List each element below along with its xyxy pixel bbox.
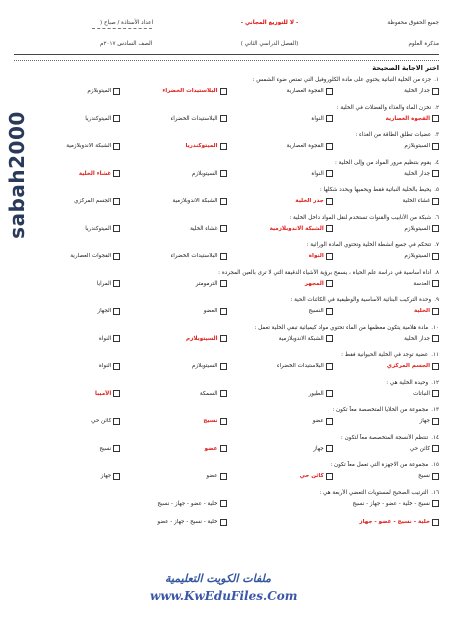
checkbox-icon[interactable]: [432, 225, 439, 232]
option[interactable]: [14, 253, 120, 260]
option-text: خلية - عضو - جهاز - نسيج: [157, 500, 218, 507]
question-text: الترتيب الصحيح لمستويات التعضي الأربعة هي :: [319, 489, 429, 496]
option[interactable]: [14, 335, 120, 342]
options-row: [14, 388, 439, 400]
option-text: الخلية: [413, 308, 430, 314]
question-text: مجموعة من الخلايا المتخصصة معاً تكون :: [332, 407, 429, 413]
option[interactable]: [333, 198, 439, 205]
option[interactable]: [14, 363, 120, 370]
checkbox-icon[interactable]: [113, 473, 120, 480]
checkbox-icon[interactable]: [326, 280, 333, 287]
question-text: يحيط بالخلية النباتية فقط ويحميها ويحدد شكلها :: [319, 187, 432, 193]
checkbox-icon[interactable]: [432, 170, 439, 177]
question-text-row: [14, 351, 439, 360]
option-text: السيتوبلازم: [186, 335, 218, 342]
option[interactable]: [227, 500, 440, 507]
question-text-row: [14, 241, 439, 250]
question-item: [14, 76, 439, 104]
question-text-row: [14, 379, 439, 388]
option[interactable]: [227, 363, 333, 370]
option-text: جدار الخلية: [404, 170, 430, 177]
option-text: نسيج: [99, 445, 112, 452]
options-row: [14, 113, 439, 125]
option-text: الفجوات العصارية: [70, 253, 112, 259]
option[interactable]: [120, 253, 226, 260]
question-text-row: [14, 324, 439, 333]
option[interactable]: [227, 335, 333, 342]
header-dashed-line: [92, 28, 152, 29]
question-item: [14, 351, 439, 379]
option-text: عضو: [204, 445, 218, 452]
option-text: النسيج: [308, 308, 324, 314]
question-text-row: [14, 186, 439, 195]
option-text: جدار الخلية: [404, 88, 430, 94]
question-text: شبكة من الأنابيب والقنوات تستخدم لنقل المواد داخل الخلية :: [289, 214, 432, 221]
option[interactable]: [333, 280, 439, 287]
checkbox-icon[interactable]: [220, 445, 227, 452]
options-row: [14, 470, 439, 482]
checkbox-icon[interactable]: [326, 418, 333, 425]
checkbox-icon[interactable]: [220, 308, 227, 315]
options-row: [14, 498, 439, 510]
checkbox-icon[interactable]: [432, 143, 439, 150]
question-number: ١١.: [431, 352, 439, 358]
question-number: ٣.: [434, 132, 439, 138]
checkbox-icon[interactable]: [113, 253, 120, 260]
checkbox-icon[interactable]: [113, 308, 120, 315]
question-text: تنتظم الأنسجة المتخصصة معاً لتكون :: [340, 434, 429, 441]
option[interactable]: [14, 418, 120, 425]
option[interactable]: [227, 390, 333, 397]
checkbox-icon[interactable]: [220, 115, 227, 122]
option[interactable]: [14, 88, 120, 95]
question-text-row: [14, 131, 439, 140]
checkbox-icon[interactable]: [326, 198, 333, 205]
options-row: [14, 333, 439, 345]
header-dotted-divider: [14, 60, 439, 61]
option[interactable]: [227, 143, 333, 150]
question-item: [14, 324, 439, 352]
option-text: البلاستيدات الخضراء: [162, 88, 218, 94]
header-top-row: [100, 20, 439, 26]
checkbox-icon[interactable]: [326, 335, 333, 342]
option[interactable]: [333, 88, 439, 95]
question-number: ١٦.: [431, 489, 439, 496]
checkbox-icon[interactable]: [220, 198, 227, 205]
checkbox-icon[interactable]: [113, 88, 120, 95]
option[interactable]: [120, 280, 226, 287]
option[interactable]: [333, 473, 439, 480]
footer-url[interactable]: www.KwEduFiles.Com: [150, 589, 298, 603]
question-number: ١٥.: [431, 462, 439, 468]
option[interactable]: [120, 473, 226, 480]
question-item: [14, 489, 439, 517]
header-prepared-by: اعداد الأستاذة / صباح (: [100, 20, 154, 26]
option-text: البلاستيدات الخضراء: [276, 363, 324, 369]
option-text: الميتوكندريا: [85, 225, 112, 232]
option[interactable]: [227, 445, 333, 452]
option-text: جدر الخلية: [295, 198, 324, 204]
question-item: [14, 406, 439, 434]
option[interactable]: [333, 143, 439, 150]
option-text: العدسة: [413, 280, 430, 287]
question-number: ١.: [434, 77, 439, 83]
question-item: [14, 186, 439, 214]
checkbox-icon[interactable]: [432, 198, 439, 205]
checkbox-icon[interactable]: [432, 253, 439, 260]
option[interactable]: [120, 225, 226, 232]
option-correct[interactable]: [120, 335, 226, 342]
checkbox-icon[interactable]: [113, 198, 120, 205]
option-text: الفجوة العصارية: [286, 143, 324, 149]
checkbox-icon[interactable]: [432, 335, 439, 342]
checkbox-icon[interactable]: [326, 88, 333, 95]
option[interactable]: [14, 198, 120, 205]
option[interactable]: [14, 519, 227, 526]
option-text: الشبكة الاندوبلازمية: [278, 335, 324, 342]
checkbox-icon[interactable]: [220, 363, 227, 370]
checkbox-icon[interactable]: [113, 363, 120, 370]
checkbox-icon[interactable]: [432, 88, 439, 95]
question-text: عضيات تطلق الطاقة من الغذاء :: [355, 132, 432, 138]
options-row: [14, 415, 439, 427]
option[interactable]: [120, 308, 226, 315]
option-text: السيتوبلازم: [404, 253, 430, 259]
option[interactable]: [227, 308, 333, 315]
section-title: اختر الاجابة الصحيحة: [372, 64, 439, 72]
option-text: خلية - نسيج - عضو - جهاز: [359, 519, 430, 525]
checkbox-icon[interactable]: [220, 335, 227, 342]
checkbox-icon[interactable]: [113, 143, 120, 150]
header-divider: [14, 54, 439, 55]
option[interactable]: [333, 225, 439, 232]
checkbox-icon[interactable]: [432, 363, 439, 370]
option[interactable]: [14, 115, 120, 122]
checkbox-icon[interactable]: [432, 390, 439, 397]
question-text: وحيدة الخلية هي :: [386, 379, 429, 386]
checkbox-icon[interactable]: [432, 115, 439, 122]
option[interactable]: [227, 170, 333, 177]
question-text-row: [14, 214, 439, 223]
options-row: [14, 140, 439, 152]
question-number: ٥.: [434, 187, 439, 193]
options-row: [14, 223, 439, 235]
question-text: تتحكم في جميع أنشطة الخلية وتحتوي المادة الوراثية :: [306, 242, 432, 248]
question-item: [14, 379, 439, 407]
option[interactable]: [120, 115, 226, 122]
checkbox-icon[interactable]: [326, 363, 333, 370]
question-number: ٨.: [434, 269, 439, 276]
checkbox-icon[interactable]: [220, 253, 227, 260]
option-text: السيتوبلازم: [191, 363, 218, 369]
question-number: ١٤.: [431, 434, 439, 441]
checkbox-icon[interactable]: [113, 445, 120, 452]
option-text: كائن حي: [409, 445, 430, 452]
question-number: ١٢.: [431, 379, 439, 386]
footer-site-name: ملفات الكويت التعليمية: [165, 572, 272, 585]
options-row: [14, 168, 439, 180]
option-text: الشبكة الاندوبلازمية: [269, 225, 324, 232]
checkbox-icon[interactable]: [113, 390, 120, 397]
option-correct[interactable]: [120, 418, 226, 425]
checkbox-icon[interactable]: [326, 143, 333, 150]
option-text: النواة: [311, 170, 324, 177]
question-text-row: [14, 104, 439, 113]
option-correct[interactable]: [227, 253, 333, 260]
option-text: العضو: [203, 308, 218, 314]
option-text: الجسم المركزي: [386, 363, 430, 369]
option-correct[interactable]: [120, 88, 226, 95]
option-text: الميتوبلازم: [87, 88, 112, 94]
option[interactable]: [14, 473, 120, 480]
option-text: النواة: [98, 335, 112, 342]
checkbox-icon[interactable]: [220, 225, 227, 232]
checkbox-icon[interactable]: [220, 519, 227, 526]
option-text: نسيج - خلية - عضو - جهاز - نسيج: [352, 500, 430, 507]
option-text: الجهاز: [97, 308, 112, 314]
options-row: [14, 443, 439, 455]
question-text-row: [14, 489, 439, 498]
option-correct[interactable]: [227, 225, 333, 232]
option-correct[interactable]: [227, 519, 440, 526]
question-text: وحدة التركيب البنائية الأساسية والوظيفية في الكائنات الحية :: [290, 297, 432, 303]
question-text: تخزن الماء والغذاء والفضلات في الخلية :: [336, 104, 432, 111]
option-text: الميتوكندريا: [85, 115, 112, 122]
checkbox-icon[interactable]: [113, 335, 120, 342]
option-text: الطيور: [308, 390, 324, 397]
question-text: مادة هلامية يتكون معظمها من الماء تحتوي مواد كيميائية تبقي الخلية تعمل :: [254, 324, 429, 331]
checkbox-icon[interactable]: [432, 519, 439, 526]
question-text-row: [14, 159, 439, 168]
checkbox-icon[interactable]: [432, 308, 439, 315]
option-text: جهاز: [100, 473, 112, 479]
option[interactable]: [227, 88, 333, 95]
option-text: نسيج: [418, 473, 430, 479]
question-text-row: [14, 406, 439, 415]
header-term: (الفصل الدراسي الثاني ): [240, 41, 299, 47]
question-text: عضية توجد في الخلية الحيوانية فقط :: [341, 352, 429, 358]
option-text: جهاز: [419, 418, 430, 424]
option-text: الأميبا: [95, 390, 112, 397]
option-correct[interactable]: [14, 170, 120, 177]
question-text: مجموعة من الاجهزة التي تعمل معاً تكون :: [330, 462, 429, 468]
checkbox-icon[interactable]: [113, 170, 120, 177]
options-row: [14, 360, 439, 372]
checkbox-icon[interactable]: [220, 390, 227, 397]
option-text: السيتوبلازم: [191, 170, 218, 177]
option-text: النباتات: [413, 390, 430, 397]
question-item: [14, 241, 439, 269]
option-text: السمكة: [199, 390, 218, 397]
question-item: [14, 434, 439, 462]
checkbox-icon[interactable]: [220, 170, 227, 177]
header-rights: جميع الحقوق محفوظة: [387, 20, 439, 26]
option[interactable]: [333, 335, 439, 342]
option-correct[interactable]: [227, 280, 333, 287]
checkbox-icon[interactable]: [432, 500, 439, 507]
option-text: كائن حي: [91, 418, 112, 424]
question-number: ١٠.: [431, 324, 439, 331]
question-item: [14, 214, 439, 242]
question-item: [14, 269, 439, 297]
question-text: جزء من الخلية النباتية يحتوي على مادة الكلوروفيل التي تمتص ضوء الشمس :: [252, 77, 432, 83]
checkbox-icon[interactable]: [432, 445, 439, 452]
option-correct[interactable]: [14, 390, 120, 397]
options-row: [14, 305, 439, 317]
question-number: ٩.: [434, 297, 439, 303]
checkbox-icon[interactable]: [326, 115, 333, 122]
option-text: الترمومتر: [195, 280, 218, 287]
checkbox-icon[interactable]: [113, 280, 120, 287]
question-item: [14, 516, 439, 530]
checkbox-icon[interactable]: [326, 253, 333, 260]
option-text: النواة: [308, 253, 324, 259]
watermark: [6, 90, 28, 260]
option-text: المجهر: [304, 280, 324, 287]
option-correct[interactable]: [333, 115, 439, 122]
option[interactable]: [14, 308, 120, 315]
option[interactable]: [227, 115, 333, 122]
question-number: ٧.: [434, 242, 439, 248]
header-bottom-row: [100, 41, 439, 47]
options-row: [14, 250, 439, 262]
option-text: السيتوبلازم: [404, 225, 430, 232]
option-text: غشاء الخلية: [190, 225, 218, 232]
checkbox-icon[interactable]: [220, 500, 227, 507]
watermark-text: sabah2000: [5, 111, 29, 239]
checkbox-icon[interactable]: [220, 473, 227, 480]
checkbox-icon[interactable]: [326, 473, 333, 480]
option[interactable]: [333, 418, 439, 425]
header-subject: مذكرة العلوم: [408, 41, 439, 47]
option-text: البلاستيدات الخضراء: [170, 253, 218, 259]
option[interactable]: [14, 143, 120, 150]
checkbox-icon[interactable]: [220, 143, 227, 150]
option-text: كائن حي: [299, 473, 324, 479]
question-text-row: [14, 296, 439, 305]
question-number: ١٣.: [431, 407, 439, 413]
checkbox-icon[interactable]: [432, 280, 439, 287]
question-item: [14, 131, 439, 159]
option-correct[interactable]: [333, 363, 439, 370]
option-correct[interactable]: [120, 143, 226, 150]
option[interactable]: [14, 500, 227, 507]
option-text: السيتوبلازم: [404, 143, 430, 149]
option-text: المرايا: [96, 280, 112, 287]
checkbox-icon[interactable]: [326, 390, 333, 397]
question-number: ٤.: [434, 159, 439, 166]
checkbox-icon[interactable]: [326, 308, 333, 315]
question-text-row: [14, 269, 439, 278]
header-grade: الصف السادس ٢٠١٧م: [100, 41, 153, 47]
option[interactable]: [333, 390, 439, 397]
option-text: النواة: [311, 115, 324, 122]
question-text: أداة أساسية في دراسة علم الحياة ، يسمح برؤية الأشياء الدقيقة التي لا ترى بالعين المجردة :: [218, 269, 432, 276]
option-text: جدار الخلية: [404, 335, 430, 342]
option[interactable]: [120, 170, 226, 177]
option[interactable]: [333, 170, 439, 177]
option-text: النواة: [98, 363, 112, 369]
questions-list: [14, 76, 439, 530]
header-banner: - لا للتوزيع المجاني -: [240, 20, 299, 26]
option-correct[interactable]: [120, 445, 226, 452]
option-text: غشاء الخلية: [402, 198, 430, 204]
question-number: ٦.: [434, 214, 439, 221]
option-text: البلاستيدات الخضراء: [170, 115, 218, 122]
question-text: يقوم بتنظيم مرور المواد من وإلى الخلية :: [335, 159, 432, 166]
option-text: عضو: [206, 473, 218, 479]
question-item: [14, 159, 439, 187]
options-row: [14, 85, 439, 97]
checkbox-icon[interactable]: [220, 88, 227, 95]
option-text: الفجوة العصارية: [286, 88, 324, 94]
options-row: [14, 195, 439, 207]
option[interactable]: [14, 280, 120, 287]
option-text: الشبكة الاندوبلازمية: [172, 198, 218, 204]
checkbox-icon[interactable]: [326, 225, 333, 232]
option-text: الفجوة العصارية: [385, 115, 430, 122]
checkbox-icon[interactable]: [432, 418, 439, 425]
question-text-row: [14, 76, 439, 85]
option[interactable]: [14, 225, 120, 232]
option[interactable]: [333, 445, 439, 452]
question-text-row: [14, 434, 439, 443]
checkbox-icon[interactable]: [326, 445, 333, 452]
option-text: خلية - نسيج - جهاز - عضو: [157, 519, 218, 525]
option[interactable]: [120, 198, 226, 205]
option-text: الميتوكندريا: [185, 143, 218, 149]
option-text: غشاء الخلية: [78, 170, 112, 177]
option-correct[interactable]: [227, 198, 333, 205]
option[interactable]: [120, 390, 226, 397]
option[interactable]: [227, 418, 333, 425]
question-item: [14, 461, 439, 489]
option-text: نسيج: [203, 418, 218, 424]
checkbox-icon[interactable]: [326, 170, 333, 177]
question-text-row: [14, 461, 439, 470]
question-number: ٢.: [434, 104, 439, 111]
option-text: جهاز: [313, 445, 324, 452]
checkbox-icon[interactable]: [220, 280, 227, 287]
checkbox-icon[interactable]: [220, 418, 227, 425]
options-row: [14, 516, 439, 528]
option-text: عضو: [312, 418, 324, 424]
checkbox-icon[interactable]: [432, 473, 439, 480]
option-correct[interactable]: [333, 308, 439, 315]
checkbox-icon[interactable]: [113, 418, 120, 425]
option-text: الجسم المركزي: [74, 198, 112, 204]
checkbox-icon[interactable]: [113, 225, 120, 232]
option[interactable]: [333, 253, 439, 260]
option[interactable]: [14, 445, 120, 452]
question-item: [14, 296, 439, 324]
options-row: [14, 278, 439, 290]
option-text: الشبكة الاندوبلازمية: [66, 143, 112, 149]
question-item: [14, 104, 439, 132]
option[interactable]: [120, 363, 226, 370]
option-correct[interactable]: [227, 473, 333, 480]
checkbox-icon[interactable]: [113, 115, 120, 122]
